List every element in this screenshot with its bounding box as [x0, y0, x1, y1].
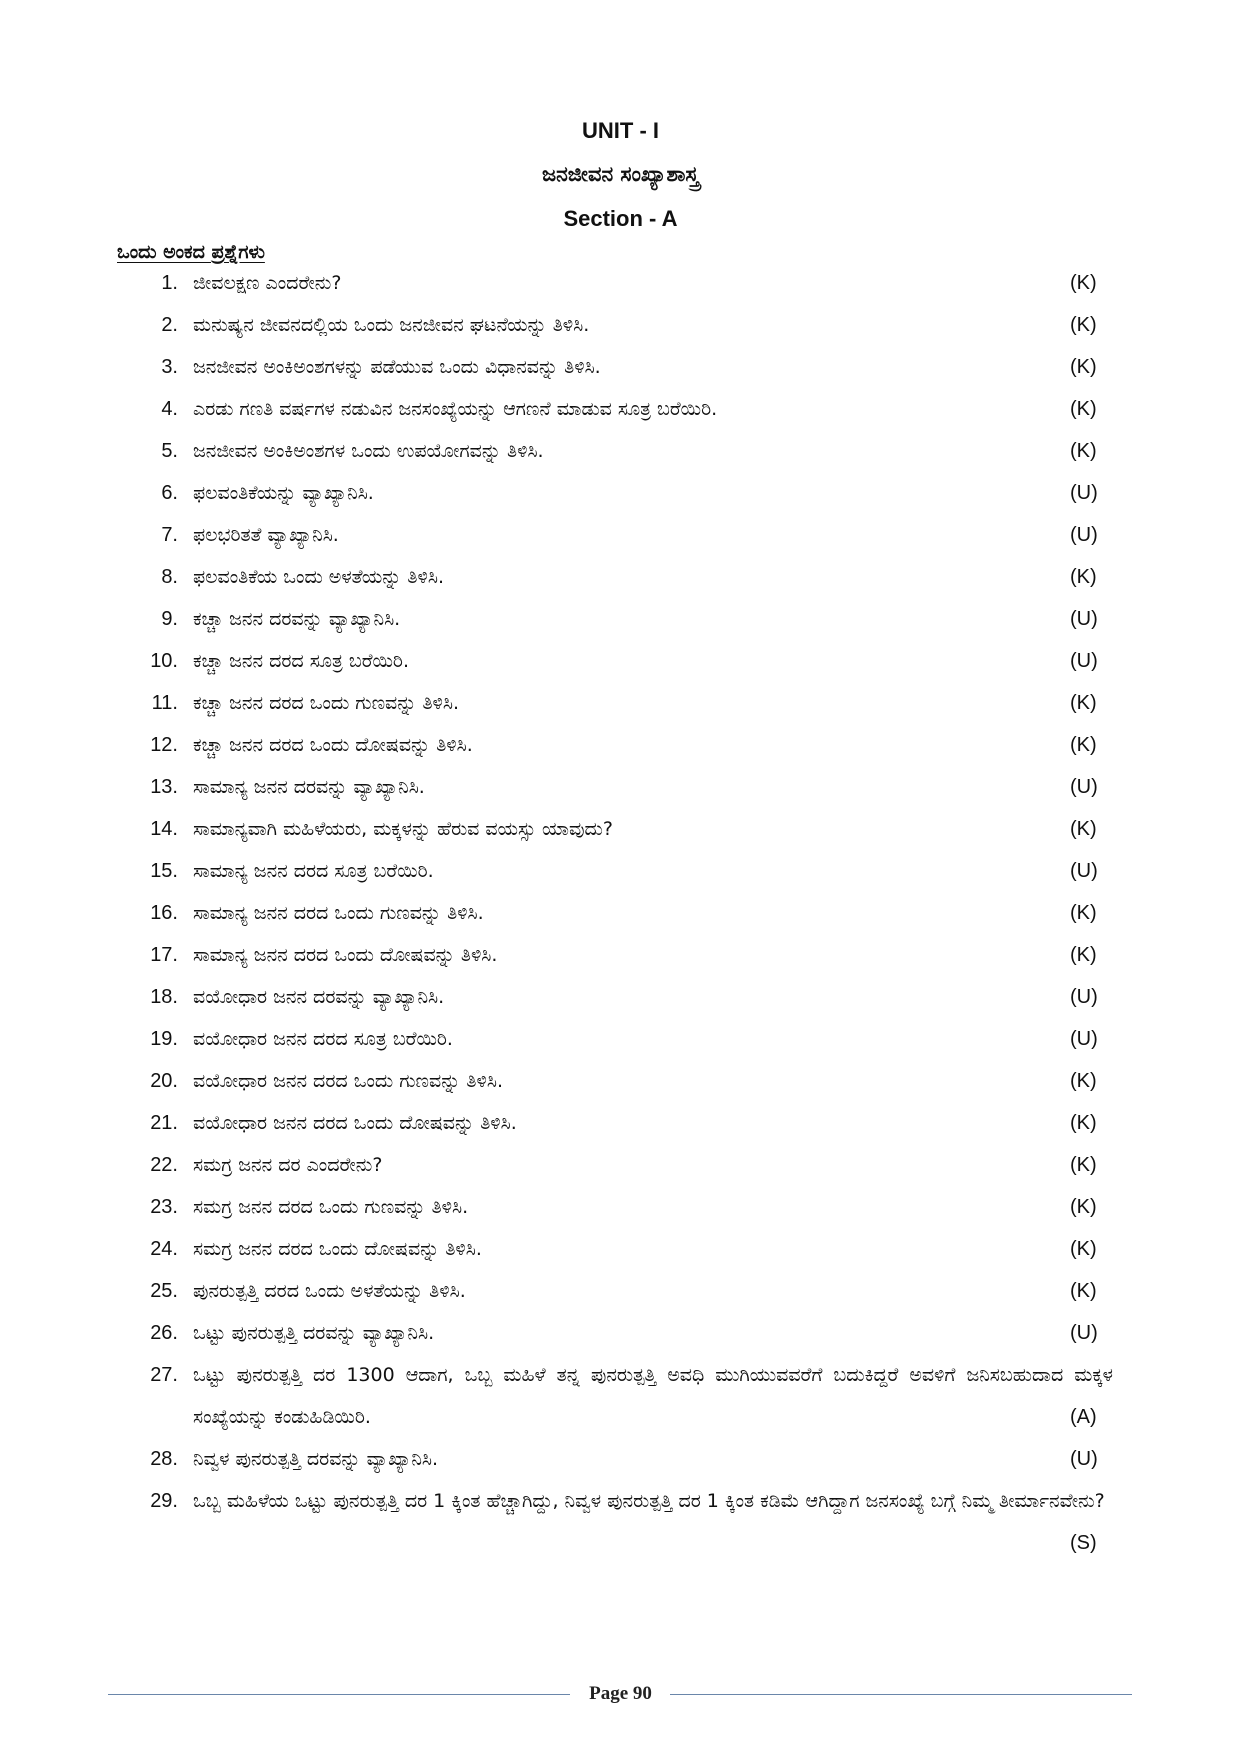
- question-row: [0, 1312, 1241, 1354]
- footer-divider-right: [670, 1694, 1132, 1695]
- question-row: [0, 976, 1241, 1018]
- question-text: ಜನಜೀವನ ಅಂಕಿಅಂಶಗಳ ಒಂದು ಉಪಯೋಗವನ್ನು ತಿಳಿಸಿ.: [193, 440, 544, 462]
- question-level-code: (K): [1070, 1196, 1097, 1218]
- question-row: [0, 682, 1241, 724]
- question-number: 29.: [150, 1490, 178, 1512]
- question-row: [0, 1270, 1241, 1312]
- question-level-code: (U): [1070, 524, 1098, 546]
- question-row: [0, 1438, 1241, 1480]
- question-text: ವಯೋಧಾರ ಜನನ ದರದ ಒಂದು ದೋಷವನ್ನು ತಿಳಿಸಿ.: [193, 1112, 517, 1134]
- question-level-code: (U): [1070, 860, 1098, 882]
- question-row: [0, 1480, 1241, 1564]
- question-row: [0, 640, 1241, 682]
- question-text: ವಯೋಧಾರ ಜನನ ದರವನ್ನು ವ್ಯಾಖ್ಯಾನಿಸಿ.: [193, 986, 445, 1008]
- question-level-code: (K): [1070, 818, 1097, 840]
- question-row: [0, 262, 1241, 304]
- question-text: ವಯೋಧಾರ ಜನನ ದರದ ಸೂತ್ರ ಬರೆಯಿರಿ.: [193, 1028, 453, 1050]
- question-number: 10.: [150, 650, 178, 672]
- question-text: ಸಾಮಾನ್ಯ ಜನನ ದರದ ಒಂದು ಗುಣವನ್ನು ತಿಳಿಸಿ.: [193, 902, 484, 924]
- question-number: 28.: [150, 1448, 178, 1470]
- question-row: [0, 1228, 1241, 1270]
- question-level-code: (K): [1070, 566, 1097, 588]
- question-row: [0, 1018, 1241, 1060]
- question-level-code: (U): [1070, 608, 1098, 630]
- question-level-code: (K): [1070, 944, 1097, 966]
- question-text: ಸಮಗ್ರ ಜನನ ದರ ಎಂದರೇನು?: [193, 1154, 383, 1176]
- question-level-code: (K): [1070, 1280, 1097, 1302]
- question-level-code: (K): [1070, 692, 1097, 714]
- question-number: 18.: [150, 986, 178, 1008]
- question-number: 19.: [150, 1028, 178, 1050]
- question-row: [0, 304, 1241, 346]
- question-text: ಸಮಗ್ರ ಜನನ ದರದ ಒಂದು ದೋಷವನ್ನು ತಿಳಿಸಿ.: [193, 1238, 482, 1260]
- question-text: ಫಲವಂತಿಕೆಯನ್ನು ವ್ಯಾಖ್ಯಾನಿಸಿ.: [193, 482, 374, 504]
- question-number: 16.: [150, 902, 178, 924]
- question-text: ಕಚ್ಚಾ ಜನನ ದರದ ಒಂದು ಗುಣವನ್ನು ತಿಳಿಸಿ.: [193, 692, 460, 714]
- question-level-code: (U): [1070, 1448, 1098, 1470]
- unit-title: UNIT - I: [582, 118, 659, 143]
- chapter-title: ಜನಜೀವನ ಸಂಖ್ಯಾಶಾಸ್ತ್ರ: [542, 162, 699, 186]
- question-number: 9.: [161, 608, 178, 630]
- question-level-code: (K): [1070, 314, 1097, 336]
- section-title: Section - A: [563, 206, 678, 231]
- question-row: [0, 1102, 1241, 1144]
- question-text: ಒಬ್ಬ ಮಹಿಳೆಯ ಒಟ್ಟು ಪುನರುತ್ಪತ್ತಿ ದರ 1 ಕ್ಕಿಂತ ಹೆಚ್ಚಾಗಿದ್ದು, ನಿವ್ವಳ ಪುನರುತ್ಪತ್ತಿ ದರ 1 ಕ್ಕಿಂತ ಕಡಿಮೆ ಆಗಿದ್ದಾಗ ಜನಸಂಖ್ಯೆ ಬಗ್ಗೆ ನಿಮ್ಮ ತೀರ್ಮಾನವೇನು?: [193, 1490, 1105, 1512]
- question-text: ಕಚ್ಚಾ ಜನನ ದರದ ಸೂತ್ರ ಬರೆಯಿರಿ.: [193, 650, 409, 672]
- question-number: 4.: [161, 398, 178, 420]
- question-level-code: (K): [1070, 356, 1097, 378]
- question-level-code: (K): [1070, 1238, 1097, 1260]
- question-number: 6.: [161, 482, 178, 504]
- question-level-code: (A): [1070, 1406, 1097, 1428]
- question-number: 22.: [150, 1154, 178, 1176]
- question-text: ಜನಜೀವನ ಅಂಕಿಅಂಶಗಳನ್ನು ಪಡೆಯುವ ಒಂದು ವಿಧಾನವನ್ನು ತಿಳಿಸಿ.: [193, 356, 601, 378]
- question-number: 11.: [151, 692, 178, 714]
- question-row: [0, 346, 1241, 388]
- question-number: 5.: [161, 440, 178, 462]
- question-number: 26.: [150, 1322, 178, 1344]
- question-row: [0, 598, 1241, 640]
- question-number: 27.: [150, 1364, 178, 1386]
- question-text: ಕಚ್ಚಾ ಜನನ ದರದ ಒಂದು ದೋಷವನ್ನು ತಿಳಿಸಿ.: [193, 734, 473, 756]
- question-row: [0, 1060, 1241, 1102]
- question-row: [0, 430, 1241, 472]
- question-number: 15.: [150, 860, 178, 882]
- question-level-code: (U): [1070, 776, 1098, 798]
- question-level-code: (K): [1070, 734, 1097, 756]
- question-level-code: (U): [1070, 1322, 1098, 1344]
- question-row: [0, 934, 1241, 976]
- question-text: ಮನುಷ್ಯನ ಜೀವನದಲ್ಲಿಯ ಒಂದು ಜನಜೀವನ ಘಟನೆಯನ್ನು ತಿಳಿಸಿ.: [193, 314, 590, 336]
- question-text: ಒಟ್ಟು ಪುನರುತ್ಪತ್ತಿ ದರ 1300 ಆದಾಗ, ಒಬ್ಬ ಮಹಿಳೆ ತನ್ನ ಪುನರುತ್ಪತ್ತಿ ಅವಧಿ ಮುಗಿಯುವವರೆಗೆ ಬದುಕಿದ್ದರೆ ಅವಳಿಗೆ ಜನಿಸಬಹುದಾದ ಮಕ್ಕಳ ಸಂಖ್ಯೆಯನ್ನು ಕಂಡುಹಿಡಿಯಿರಿ.: [193, 1364, 1113, 1428]
- question-level-code: (S): [1070, 1532, 1097, 1554]
- question-text: ಕಚ್ಚಾ ಜನನ ದರವನ್ನು ವ್ಯಾಖ್ಯಾನಿಸಿ.: [193, 608, 401, 630]
- question-text: ಸಾಮಾನ್ಯ ಜನನ ದರವನ್ನು ವ್ಯಾಖ್ಯಾನಿಸಿ.: [193, 776, 425, 798]
- question-row: [0, 556, 1241, 598]
- question-level-code: (U): [1070, 650, 1098, 672]
- question-level-code: (K): [1070, 1112, 1097, 1134]
- question-number: 21.: [150, 1112, 178, 1134]
- question-number: 25.: [150, 1280, 178, 1302]
- question-level-code: (K): [1070, 902, 1097, 924]
- question-number: 13.: [150, 776, 178, 798]
- question-row: [0, 724, 1241, 766]
- question-text: ಎರಡು ಗಣತಿ ವರ್ಷಗಳ ನಡುವಿನ ಜನಸಂಖ್ಯೆಯನ್ನು ಆಗಣನೆ ಮಾಡುವ ಸೂತ್ರ ಬರೆಯಿರಿ.: [193, 398, 718, 420]
- question-number: 8.: [161, 566, 178, 588]
- question-row: [0, 1354, 1241, 1438]
- question-text: ನಿವ್ವಳ ಪುನರುತ್ಪತ್ತಿ ದರವನ್ನು ವ್ಯಾಖ್ಯಾನಿಸಿ.: [193, 1448, 439, 1470]
- question-text: ಒಟ್ಟು ಪುನರುತ್ಪತ್ತಿ ದರವನ್ನು ವ್ಯಾಖ್ಯಾನಿಸಿ.: [193, 1322, 435, 1344]
- question-number: 14.: [150, 818, 178, 840]
- question-text: ಫಲಭರಿತತೆ ವ್ಯಾಖ್ಯಾನಿಸಿ.: [193, 524, 339, 546]
- question-row: [0, 472, 1241, 514]
- question-row: [0, 1144, 1241, 1186]
- questions-heading: ಒಂದು ಅಂಕದ ಪ್ರಶ್ನೆಗಳು: [117, 241, 265, 263]
- question-row: [0, 850, 1241, 892]
- question-text: ಫಲವಂತಿಕೆಯ ಒಂದು ಅಳತೆಯನ್ನು ತಿಳಿಸಿ.: [193, 566, 444, 588]
- question-row: [0, 766, 1241, 808]
- question-number: 3.: [161, 356, 178, 378]
- question-level-code: (K): [1070, 398, 1097, 420]
- question-number: 23.: [150, 1196, 178, 1218]
- question-level-code: (U): [1070, 1028, 1098, 1050]
- question-text: ಸಾಮಾನ್ಯ ಜನನ ದರದ ಸೂತ್ರ ಬರೆಯಿರಿ.: [193, 860, 434, 882]
- question-text: ಪುನರುತ್ಪತ್ತಿ ದರದ ಒಂದು ಅಳತೆಯನ್ನು ತಿಳಿಸಿ.: [193, 1280, 466, 1302]
- question-text: ಸಾಮಾನ್ಯವಾಗಿ ಮಹಿಳೆಯರು, ಮಕ್ಕಳನ್ನು ಹೆರುವ ವಯಸ್ಸು ಯಾವುದು?: [193, 818, 613, 840]
- question-level-code: (K): [1070, 1070, 1097, 1092]
- question-number: 17.: [150, 944, 178, 966]
- question-text: ಸಾಮಾನ್ಯ ಜನನ ದರದ ಒಂದು ದೋಷವನ್ನು ತಿಳಿಸಿ.: [193, 944, 498, 966]
- question-level-code: (U): [1070, 986, 1098, 1008]
- question-number: 2.: [161, 314, 178, 336]
- question-text: ಸಮಗ್ರ ಜನನ ದರದ ಒಂದು ಗುಣವನ್ನು ತಿಳಿಸಿ.: [193, 1196, 469, 1218]
- question-number: 7.: [161, 524, 178, 546]
- question-level-code: (K): [1070, 1154, 1097, 1176]
- question-row: [0, 892, 1241, 934]
- question-level-code: (K): [1070, 272, 1097, 294]
- page-number: Page 90: [589, 1683, 652, 1704]
- question-text: ಜೀವಲಕ್ಷಣ ಎಂದರೇನು?: [193, 272, 342, 294]
- question-level-code: (K): [1070, 440, 1097, 462]
- question-text: ವಯೋಧಾರ ಜನನ ದರದ ಒಂದು ಗುಣವನ್ನು ತಿಳಿಸಿ.: [193, 1070, 503, 1092]
- question-row: [0, 388, 1241, 430]
- question-row: [0, 1186, 1241, 1228]
- question-row: [0, 514, 1241, 556]
- question-row: [0, 808, 1241, 850]
- question-number: 24.: [150, 1238, 178, 1260]
- question-number: 12.: [150, 734, 178, 756]
- question-number: 1.: [161, 272, 178, 294]
- question-level-code: (U): [1070, 482, 1098, 504]
- question-number: 20.: [150, 1070, 178, 1092]
